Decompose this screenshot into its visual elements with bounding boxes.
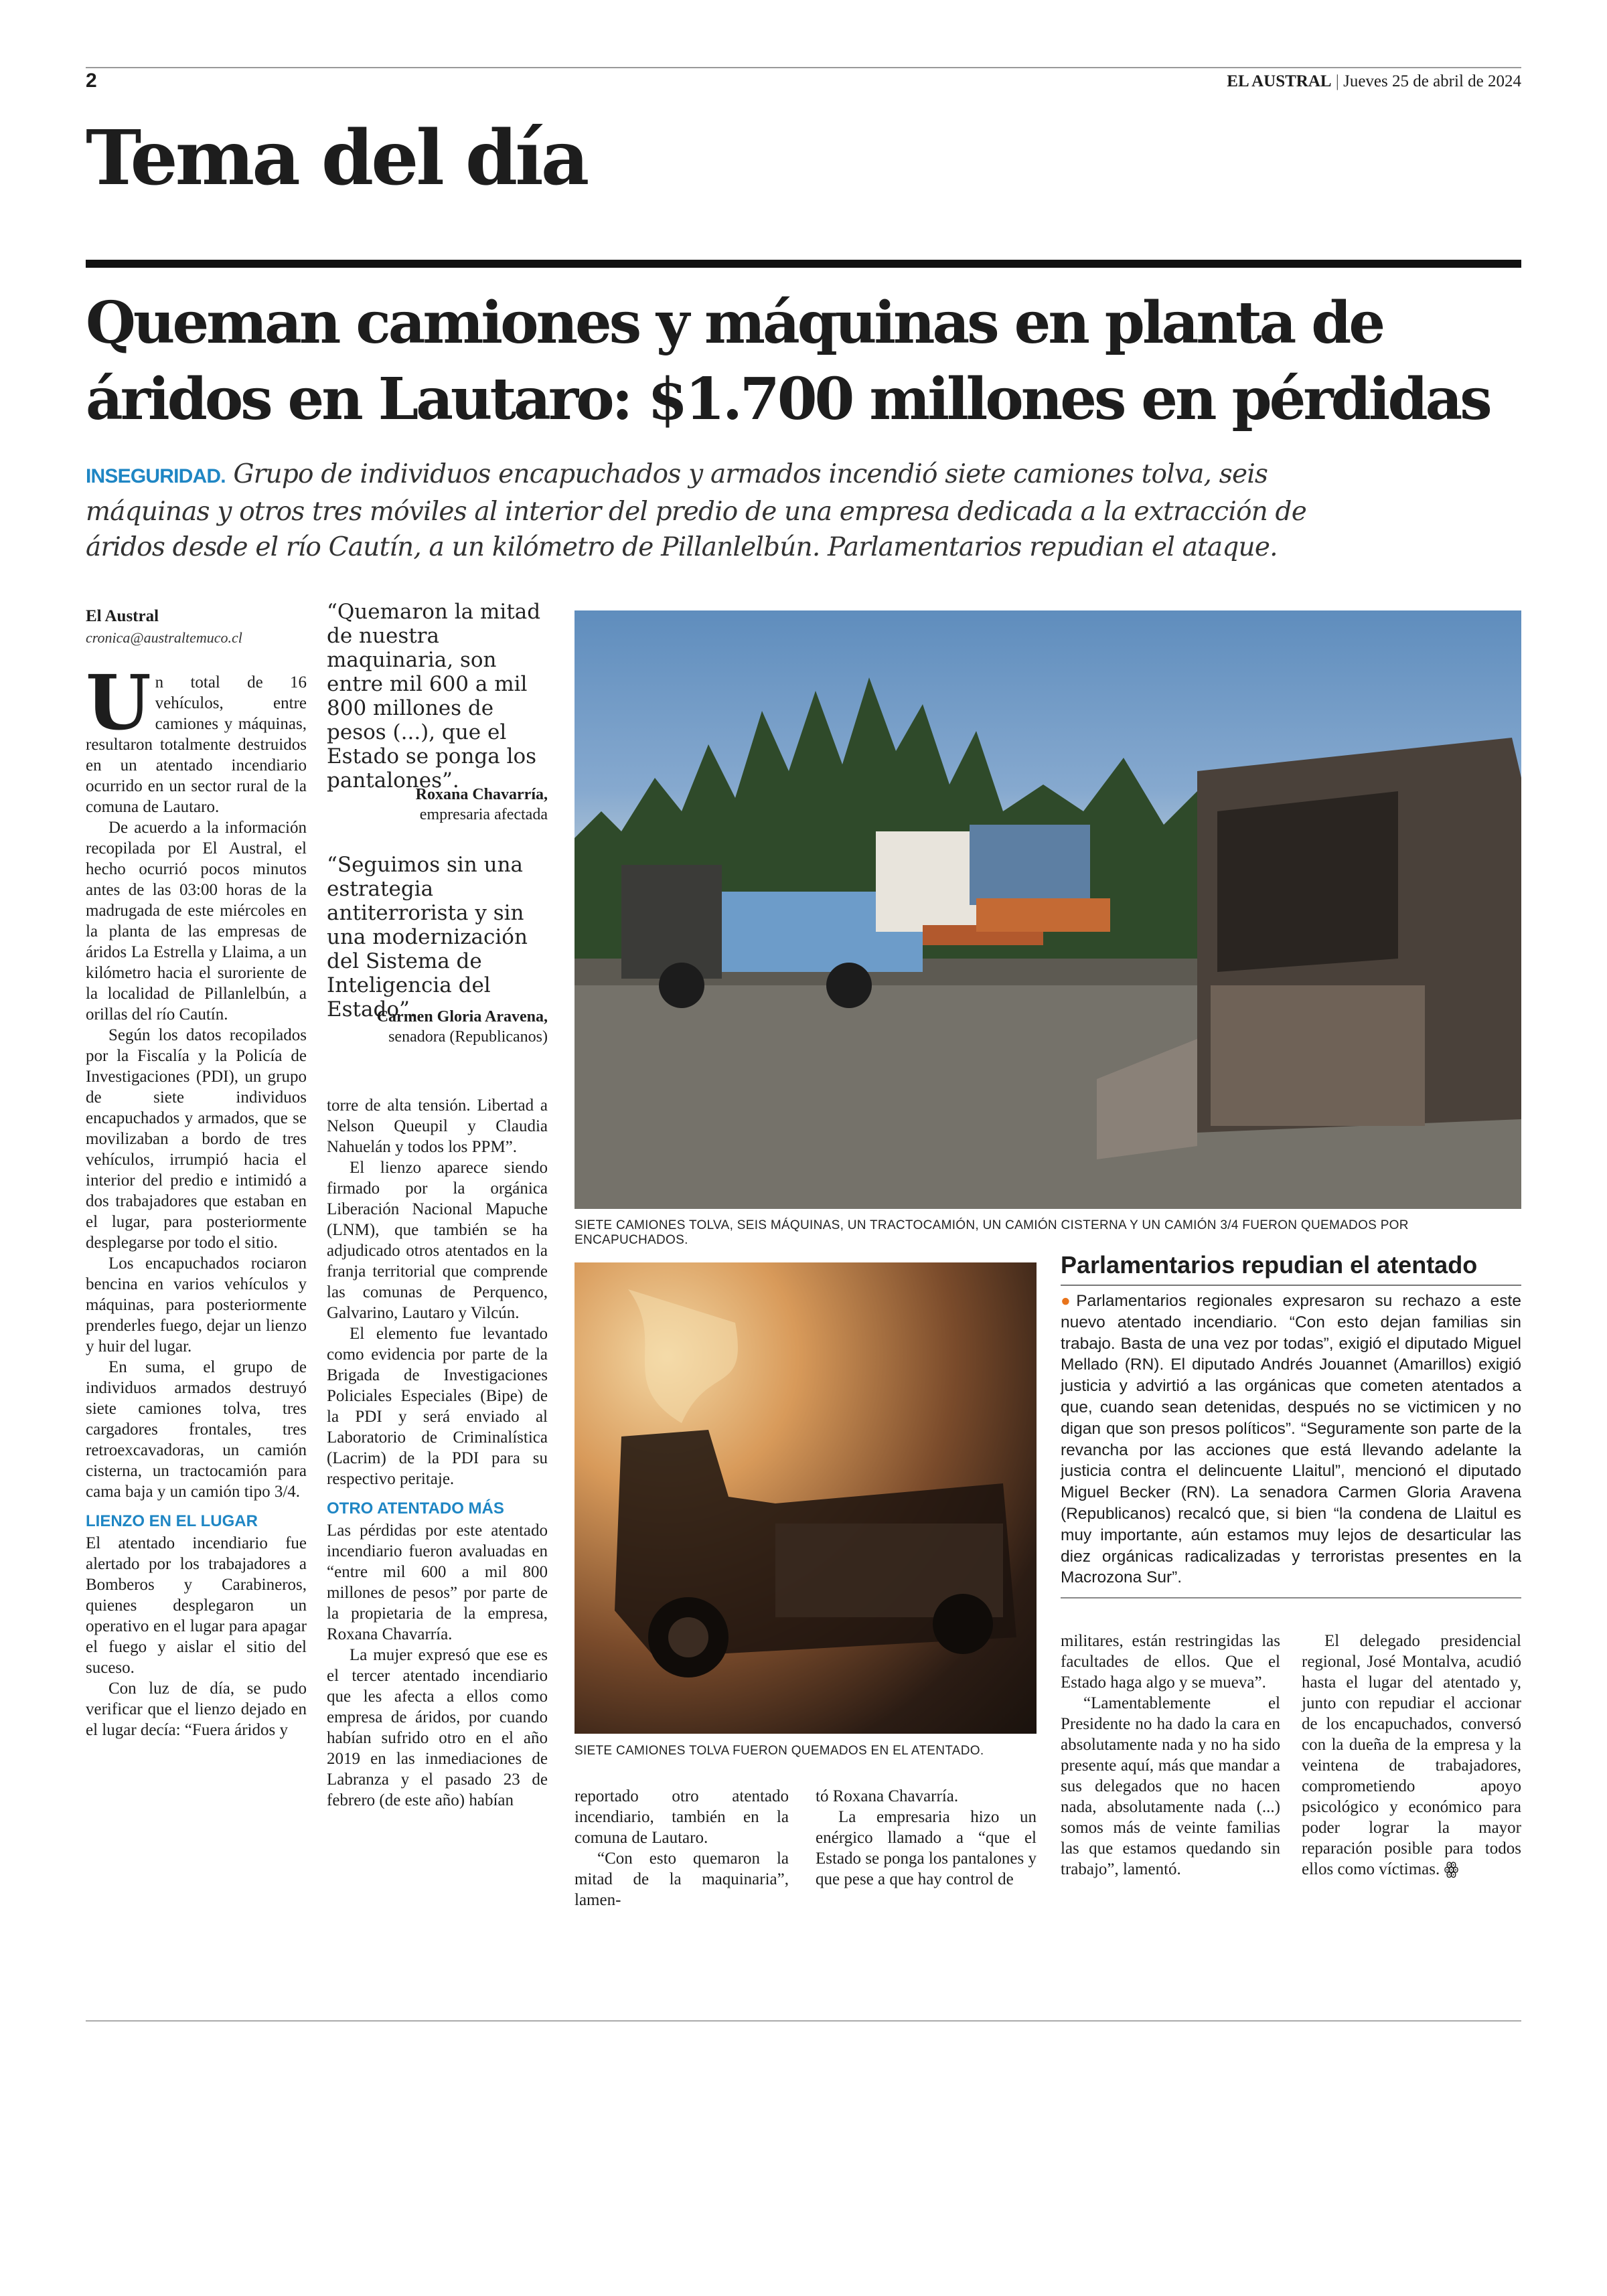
paragraph: El delegado presidencial regional, José Montalva, acudió hasta el lugar del atentado y, junto con repudiar el accionar de los encapuchados, conversó con la dueña de la empresa y la veintena de trabajadores, comprometiendo apoyo psicológico y económico para poder lograr la mayor reparación posible para todos ellos como víctimas. ꙮ xyxy=(1302,1632,1521,1878)
quote-author: Roxana Chavarría, xyxy=(415,786,548,803)
sidebar-body: ●Parlamentarios regionales expresaron su rechazo a este nuevo atentado incendiario. “Con esto dejan familias sin trabajo. Basta de una vez por todas”, exigió el diputado Miguel Mellado (RN). El diputado Andrés Jouannet (Amarillos) exigió justicia y advirtió a las orgánicas que cometen atentados a que, cuando sean detenidas, después no se victimicen y no digan que son presos políticos”. “Seguramente son parte de la revancha por las acciones que está llevando adelante la justicia contra el delincuente Llaitul”, mencionó el diputado Miguel Becker (RN). La senadora Carmen Gloria Aravena (Republicanos) recalcó que, si bien “la condena de Llaitul es muy importante, aún estamos muy lejos de desarticular las diez orgánicas radicalizadas y terroristas presentes en la Macrozona Sur”. xyxy=(1061,1292,1521,1587)
subhead-otro-atentado: OTRO ATENTADO MÁS xyxy=(327,1499,504,1518)
burned-trucks-photo xyxy=(575,610,1521,1209)
section-rule xyxy=(86,260,1521,268)
photo-2-caption: SIETE CAMIONES TOLVA FUERON QUEMADOS EN EL ATENTADO. xyxy=(575,1744,984,1758)
article-column-6 xyxy=(1302,1631,1521,1880)
pull-quote-2: “Seguimos sin una estrategia antiterrorista y sin una modernización del Sistema de Inteligencia del Estado”. xyxy=(327,853,528,1021)
article-column-1 xyxy=(86,659,307,1740)
article-column-4 xyxy=(816,1786,1037,1890)
quote-role: empresaria afectada xyxy=(419,806,548,823)
burned-trucks-illustration xyxy=(575,610,1521,1209)
kicker: INSEGURIDAD. xyxy=(86,465,226,487)
paragraph: “Lamentablemente el Presidente no ha dado la cara en absolutamente nada y no ha sido presente aquí, más que mandar a sus delegados que no hacen nada, absolutamente nada (...) somos más de veinte familias las que estamos quedando sin trabajo”, lamentó. xyxy=(1061,1694,1280,1878)
quote-author: Carmen Gloria Aravena, xyxy=(376,1008,548,1026)
quote-role: senadora (Republicanos) xyxy=(388,1028,548,1046)
paragraph: Un total de 16 vehículos, entre camiones y máquinas, resultaron totalmente destruidos en un atentado incendiario ocurrido en un sector rural de la comuna de Lautaro. xyxy=(86,659,307,816)
paragraph: “Con esto quemaron la mitad de la maquinaria”, lamen- xyxy=(575,1850,789,1909)
paragraph: En suma, el grupo de individuos armados destruyó siete camiones tolva, tres cargadores frontales, tres retroexcavadoras, un camión cisterna, un tractocamión para cama baja y un camión tipo 3/4. xyxy=(86,1358,307,1501)
sidebar-bottom-rule xyxy=(1061,1597,1521,1598)
paragraph: El elemento fue levantado como evidencia por parte de la Brigada de Investigaciones Policiales Especiales (Bipe) de la PDI y será enviado al Laboratorio de Criminalística (Lacrim) de la PDI para su respectivo peritaje. xyxy=(327,1325,548,1488)
paragraph: reportado otro atentado incendiario, también en la comuna de Lautaro. xyxy=(575,1787,789,1847)
paragraph: El lienzo aparece siendo firmado por la orgánica Liberación Nacional Mapuche (LNM), que también se ha adjudicado otros atentados en la franja territorial que comprende las comunas de Perquenco, Galvarino, Lautaro y Vilcún. xyxy=(327,1159,548,1322)
paragraph: Las pérdidas por este atentado incendiario fueron avaluadas en “entre mil 600 a mil 800 millones de pesos” por parte de la propietaria de la empresa, Roxana Chavarría. xyxy=(327,1522,548,1643)
paragraph: tó Roxana Chavarría. xyxy=(816,1787,959,1805)
fire-night-photo xyxy=(575,1262,1037,1734)
headline xyxy=(86,285,1532,438)
byline-email: cronica@australtemuco.cl xyxy=(86,629,242,646)
sidebar-title-rule xyxy=(1061,1285,1521,1286)
subhead-lienzo: LIENZO EN EL LUGAR xyxy=(86,1512,258,1530)
photo-1-caption: SIETE CAMIONES TOLVA, SEIS MÁQUINAS, UN TRACTOCAMIÓN, UN CAMIÓN CISTERNA Y UN CAMIÓN 3/4 FUERON QUEMADOS POR ENCAPUCHADOS. xyxy=(575,1218,1409,1247)
lead xyxy=(86,457,1532,565)
pull-quote-1: “Quemaron la mitad de nuestra maquinaria, son entre mil 600 a mil 800 millones de pesos (...), que el Estado se ponga los pantalones”. xyxy=(327,600,541,793)
paragraph: La mujer expresó que ese es el tercer atentado incendiario que les afecta a ellos como empresa de áridos, por cuando habían sufrido otro en el año 2019 en las inmediaciones de Labranza y el pasado 23 de febrero (de este año) habían xyxy=(327,1646,548,1809)
sidebar-title: Parlamentarios repudian el atentado xyxy=(1061,1251,1478,1279)
publication-name: EL AUSTRAL xyxy=(1227,72,1332,90)
publication-dateline xyxy=(1227,72,1521,91)
lead-text-1: Grupo de individuos encapuchados y armados incendió siete camiones tolva, seis xyxy=(233,459,1268,489)
lead-line-1 xyxy=(86,457,1532,494)
footer-rule xyxy=(86,2020,1521,2022)
section-title: Tema del día xyxy=(86,114,587,202)
paragraph: militares, están restringidas las facultades de ellos. Que el Estado haga algo y se mueva”. xyxy=(1061,1632,1280,1692)
dateline-separator: | xyxy=(1331,72,1344,90)
article-column-5 xyxy=(1061,1631,1280,1880)
paragraph: Con luz de día, se pudo verificar que el lienzo dejado en el lugar decía: “Fuera áridos y xyxy=(86,1679,307,1739)
end-mark-icon: ꙮ xyxy=(1444,1860,1459,1878)
headline-line-2: áridos en Lautaro: $1.700 millones en pérdidas xyxy=(86,365,1490,433)
headline-line-1: Queman camiones y máquinas en planta de xyxy=(86,289,1383,357)
white-truck xyxy=(876,825,1110,945)
pull-quote-2-attribution xyxy=(327,1007,548,1047)
bullet-dot: ● xyxy=(1061,1292,1077,1310)
pull-quote-1-attribution xyxy=(327,785,548,825)
paragraph: torre de alta tensión. Libertad a Nelson Queupil y Claudia Nahuelán y todos los PPM”. xyxy=(327,1096,548,1156)
header-top-rule xyxy=(86,67,1521,68)
paragraph: De acuerdo a la información recopilada por El Austral, el hecho ocurrió pocos minutos antes de las 03:00 horas de la madrugada de este miércoles en la planta de las empresas de áridos La Estrella y Llaima, a un kilómetro hacia el suroriente de la localidad de Pillanlelbún, a orillas del río Cautín. xyxy=(86,819,307,1023)
issue-date: Jueves 25 de abril de 2024 xyxy=(1343,72,1521,90)
paragraph: Según los datos recopilados por la Fiscalía y la Policía de Investigaciones (PDI), un grupo de siete individuos encapuchados y armados, que se movilizaban a bordo de tres vehículos, irrumpió hacia el interior del predio e intimidó a dos trabajadores que estaban en el lugar, para posteriormente desplegarse por todo el sitio. xyxy=(86,1026,307,1252)
page-number: 2 xyxy=(86,70,97,92)
fire-truck-illustration xyxy=(575,1262,1037,1734)
drop-cap: U xyxy=(86,659,151,747)
byline-name: El Austral xyxy=(86,607,159,625)
article-column-2 xyxy=(327,1095,548,1811)
paragraph: El atentado incendiario fue alertado por los trabajadores a Bomberos y Carabineros, quienes desplegaron un operativo en el lugar para apagar el fuego y aislar el sitio del suceso. xyxy=(86,1534,307,1677)
byline xyxy=(86,606,242,649)
paragraph: La empresaria hizo un enérgico llamado a “que el Estado se ponga los pantalones y que pese a que hay control de xyxy=(816,1808,1037,1888)
lead-line-3: áridos desde el río Cautín, a un kilómetro de Pillanlelbún. Parlamentarios repudian el ataque. xyxy=(86,532,1278,562)
lead-line-2: máquinas y otros tres móviles al interior del predio de una empresa dedicada a la extracción de xyxy=(86,497,1306,527)
article-column-3 xyxy=(575,1786,789,1910)
paragraph: Los encapuchados rociaron bencina en varios vehículos y máquinas, para posteriormente prenderles fuego, dejar un lienzo y huir del lugar. xyxy=(86,1254,307,1356)
